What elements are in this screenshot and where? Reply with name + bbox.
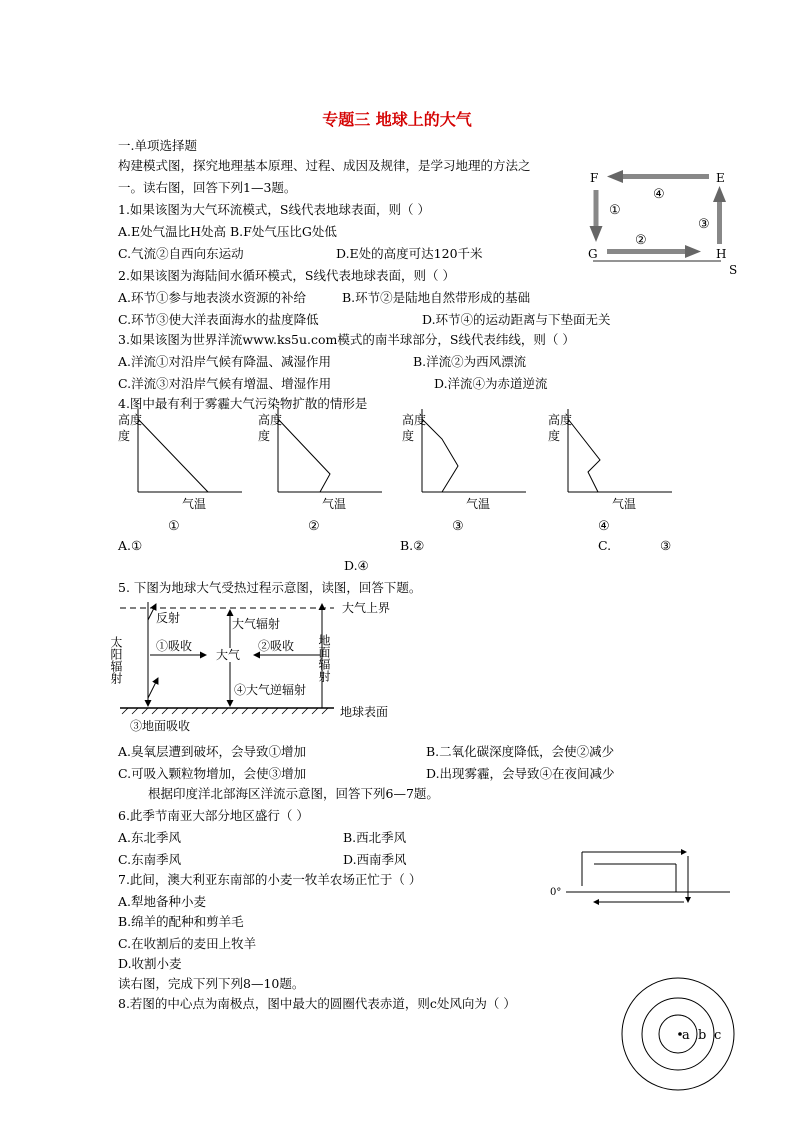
q2-option-b: B.环节②是陆地自然带形成的基础: [342, 290, 531, 305]
atmospheric-heating-figure: [109, 598, 412, 738]
abs1-label: ①吸收: [156, 639, 193, 653]
xlabel: 气温: [182, 497, 207, 511]
ylabel: 高度: [258, 413, 283, 427]
q5-stem: 5. 下图为地球大气受热过程示意图，读图，回答下题。: [118, 580, 422, 595]
reflect-label: 反射: [156, 611, 181, 625]
q4-option-a: A.①: [118, 538, 143, 553]
xlabel: 气温: [322, 497, 347, 511]
arrow-3-shaft: [717, 200, 722, 244]
arrow-1-head: [590, 226, 603, 242]
ylabel: 高度: [402, 413, 427, 427]
graph-label: ③: [452, 519, 464, 534]
q1-stem: 1.如果该图为大气环流模式，S线代表地球表面，则（ ）: [118, 202, 430, 217]
circulation-model-figure: [583, 162, 753, 277]
q8-10-intro: 读右图，完成下列下列8—10题。: [118, 976, 305, 991]
q6-option-c: C.东南季风: [118, 852, 182, 867]
label-S: S: [729, 263, 738, 277]
label-G: G: [588, 247, 598, 261]
ocean-current-figure: [548, 846, 734, 916]
q4-option-c-symbol: ③: [660, 538, 672, 553]
arrow-1-shaft: [594, 190, 599, 228]
q6-option-b: B.西北季风: [343, 830, 407, 845]
atm-rad-label: 大气辐射: [232, 617, 281, 631]
label-1: ①: [609, 203, 621, 218]
label-3: ③: [698, 217, 710, 232]
right-label: 地面辐射: [317, 634, 331, 682]
profile-graph-3: [402, 409, 526, 534]
intro-line-1: 构建模式图，探究地理基本原理、过程、成因及规律，是学习地理的方法之: [118, 158, 531, 173]
ylabel-2: 度: [258, 429, 271, 443]
page-title: 专题三 地球上的大气: [322, 110, 472, 129]
intro-line-2: 一。读右图，回答下列1—3题。: [118, 180, 297, 195]
arrow-3-head: [713, 186, 726, 202]
concentric-circles-figure: [618, 988, 734, 1098]
bottom-label: 地球表面: [340, 705, 389, 719]
q3-stem: 3.如果该图为世界洋流www.ks5u.com模式的南半球部分，S线代表纬线，则（ ）: [118, 332, 575, 347]
q7-option-b: B.绵羊的配种和剪羊毛: [118, 914, 244, 929]
temperature-profile-figures: [110, 404, 650, 534]
arrow-2-shaft: [607, 249, 687, 254]
label-c: c: [714, 1028, 722, 1043]
ylabel-2: 度: [402, 429, 415, 443]
q2-stem: 2.如果该图为海陆间水循环模式，S线代表地球表面，则（ ）: [118, 268, 455, 283]
profile-line: [422, 419, 458, 492]
q7-option-a: A.犁地备种小麦: [118, 894, 207, 909]
profile-line: [138, 419, 208, 492]
label-H: H: [716, 247, 727, 261]
q3-option-d: D.洋流④为赤道逆流: [434, 376, 548, 391]
profile-graph-2: [258, 409, 382, 534]
profile-line: [568, 419, 600, 492]
q6-option-d: D.西南季风: [343, 852, 407, 867]
abs2-label: ②吸收: [258, 639, 295, 653]
ylabel-2: 度: [548, 429, 561, 443]
q7-stem: 7.此间，澳大利亚东南部的小麦一牧羊农场正忙于（ ）: [118, 872, 422, 887]
graph-label: ②: [308, 519, 320, 534]
ylabel: 高度: [118, 413, 143, 427]
graph-label: ①: [168, 519, 180, 534]
q1-option-c: C.气流②自西向东运动: [118, 246, 244, 261]
atm-label: 大气: [216, 648, 241, 662]
q3-option-b: B.洋流②为西风漂流: [413, 354, 527, 369]
label-E: E: [716, 171, 725, 185]
q5-option-a: A.臭氧层遭到破坏，会导致①增加: [118, 744, 307, 759]
xlabel: 气温: [612, 497, 637, 511]
label-b: b: [698, 1028, 707, 1043]
q2-option-a: A.环节①参与地表淡水资源的补给: [118, 290, 307, 305]
label-2: ②: [635, 233, 647, 248]
q5-option-c: C.可吸入颗粒物增加，会使③增加: [118, 766, 307, 781]
arrow-2-head: [685, 245, 701, 258]
q4-option-b: B.②: [400, 538, 425, 553]
q6-option-a: A.东北季风: [118, 830, 182, 845]
counter-label: ④大气逆辐射: [234, 683, 307, 697]
q5-option-b: B.二氧化碳深度降低，会使②减少: [426, 744, 615, 759]
arrow-4-head: [607, 170, 623, 183]
q5-option-d: D.出现雾霾，会导致④在夜间减少: [426, 766, 615, 781]
label-4: ④: [653, 187, 665, 202]
reflection-arrow: [148, 604, 156, 620]
q1-option-ab: A.E处气温比H处高 B.F处气压比G处低: [118, 224, 337, 239]
q6-7-intro: 根据印度洋北部海区洋流示意图，回答下列6—7题。: [148, 786, 439, 801]
left-label: 太阳辐射: [109, 636, 123, 684]
top-label: 大气上界: [342, 601, 391, 615]
label-F: F: [590, 171, 599, 185]
q8-stem: 8.若图的中心点为南极点，图中最大的圆圈代表赤道，则c处风向为（ ）: [118, 996, 516, 1011]
q3-option-c: C.洋流③对沿岸气候有增温、增湿作用: [118, 376, 332, 391]
q4-option-c-letter: C.: [598, 538, 612, 553]
profile-graph-4: [548, 409, 672, 534]
ylabel-2: 度: [118, 429, 131, 443]
q6-stem: 6.此季节南亚大部分地区盛行（ ）: [118, 808, 309, 823]
profile-graph-1: [118, 409, 242, 534]
ground-reflection-arrow: [148, 678, 158, 698]
q2-option-d: D.环节④的运动距离与下垫面无关: [422, 312, 611, 327]
xlabel: 气温: [466, 497, 491, 511]
section-heading: 一.单项选择题: [118, 138, 197, 153]
arrow-4-shaft: [621, 174, 709, 179]
q3-option-a: A.洋流①对沿岸气候有降温、减湿作用: [118, 354, 332, 369]
inner-circle: [659, 1015, 697, 1053]
label-a: a: [682, 1028, 690, 1043]
equator-label: 0°: [550, 887, 562, 898]
q1-option-d: D.E处的高度可达120千米: [336, 246, 483, 261]
graph-label: ④: [598, 519, 610, 534]
q4-stem: 4.图中最有利于雾霾大气污染物扩散的情形是: [118, 396, 368, 411]
q2-option-c: C.环节③使大洋表面海水的盐度降低: [118, 312, 319, 327]
profile-line: [278, 419, 330, 492]
ground-abs-label: ③地面吸收: [130, 719, 191, 733]
q7-option-c: C.在收割后的麦田上牧羊: [118, 936, 257, 951]
q7-option-d: D.收割小麦: [118, 956, 182, 971]
ylabel: 高度: [548, 413, 573, 427]
q4-option-d: D.④: [344, 558, 369, 573]
